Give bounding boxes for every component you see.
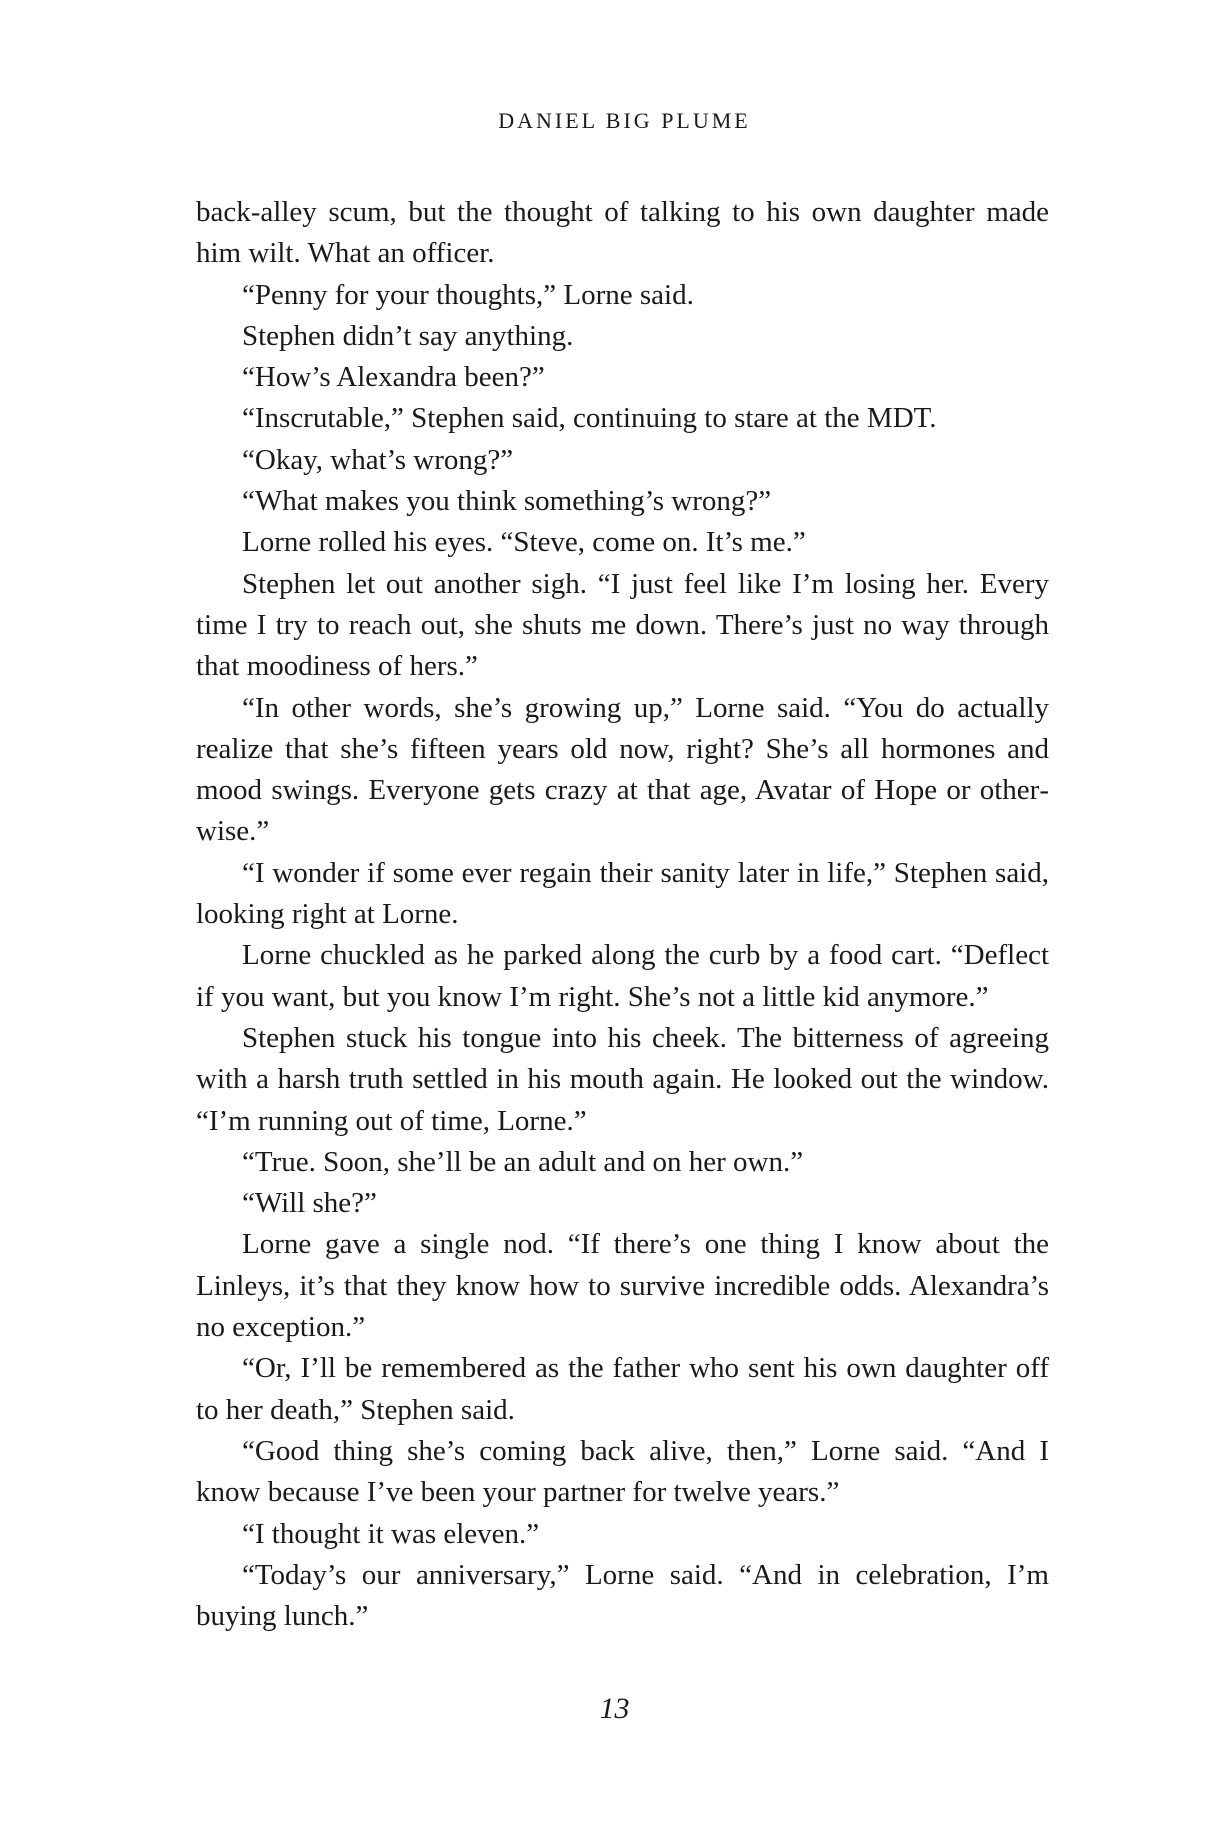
paragraph: Stephen stuck his tongue into his cheek. The bitterness of agreeing with a harsh truth settled in his mouth again. He looked out the window. “I’m running out of time, Lorne.”: [196, 1021, 1049, 1137]
paragraph: Lorne chuckled as he parked along the curb by a food cart. “Deflect if you want, but you know I’m right. She’s not a little kid anymore.”: [196, 939, 1049, 1013]
paragraph: “True. Soon, she’ll be an adult and on her own.”: [242, 1145, 804, 1178]
paragraph: “What makes you think something’s wrong?”: [242, 485, 772, 518]
paragraph: “Good thing she’s coming back alive, then,” Lorne said. “And I know because I’ve been your partner for twelve years.”: [196, 1434, 1049, 1509]
paragraph: “Today’s our anniversary,” Lorne said. “And in celebration, I’m buying lunch.”: [196, 1558, 1049, 1633]
paragraph: Stephen let out another sigh. “I just feel like I’m losing her. Every time I try to reach out, she shuts me down. There’s just no way through that moodiness of hers.”: [196, 567, 1049, 683]
paragraph: “Okay, what’s wrong?”: [242, 443, 514, 476]
paragraph: “Or, I’ll be remembered as the father who sent his own daughter off to her death,” Stephen said.: [196, 1352, 1049, 1426]
paragraph: “How’s Alexandra been?”: [242, 361, 545, 394]
paragraph: “Inscrutable,” Stephen said, continuing to stare at the MDT.: [242, 402, 937, 435]
body-text: [196, 192, 1049, 1637]
paragraph: “Will she?”: [242, 1187, 377, 1220]
paragraph: back-alley scum, but the thought of talking to his own daughter made him wilt. What an officer.: [196, 196, 1049, 270]
paragraph: “Penny for your thoughts,” Lorne said.: [242, 278, 694, 311]
paragraph: “In other words, she’s growing up,” Lorne said. “You do actually realize that she’s fifteen years old now, right? She’s all hormones and mood swings. Everyone gets crazy at that age, Avatar of Hope or otherwise.”: [196, 691, 1049, 848]
paragraph: Lorne gave a single nod. “If there’s one thing I know about the Linleys, it’s that they know how to survive incredible odds. Alexandra’s no exception.”: [196, 1228, 1049, 1344]
page-number: 13: [599, 1692, 630, 1725]
running-head: DANIEL BIG PLUME: [498, 108, 751, 133]
paragraph: Stephen didn’t say anything.: [242, 319, 574, 352]
paragraph: “I thought it was eleven.”: [242, 1517, 540, 1550]
paragraph: Lorne rolled his eyes. “Steve, come on. It’s me.”: [242, 526, 806, 559]
paragraph: “I wonder if some ever regain their sanity later in life,” Stephen said, looking right at Lorne.: [196, 856, 1049, 931]
